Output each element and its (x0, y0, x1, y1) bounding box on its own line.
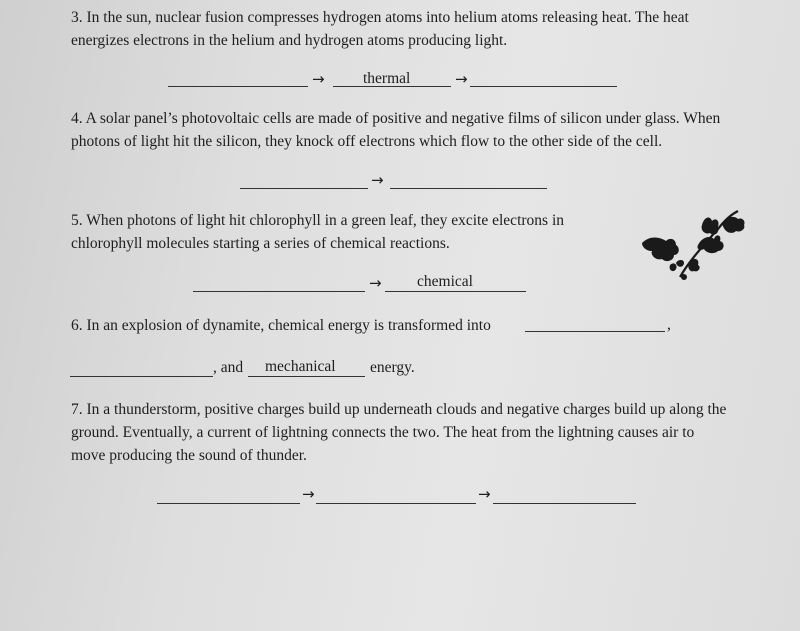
q3-blank-3[interactable] (470, 86, 617, 87)
q7-blank-1[interactable] (157, 503, 300, 504)
q5-blank-2[interactable] (385, 291, 526, 292)
q4-blank-1[interactable] (240, 188, 368, 189)
q7-blank-3[interactable] (493, 503, 636, 504)
q6-blank-2[interactable] (70, 376, 213, 377)
q7-arrow-2: → (478, 485, 491, 503)
q7-arrow-1: → (302, 485, 315, 503)
q3-arrow-2: → (455, 70, 468, 88)
q4-arrow-1: → (371, 171, 384, 189)
q6-energy-text: energy. (370, 359, 415, 376)
q6-and-text: , and (213, 359, 244, 376)
q6-blank-3[interactable] (248, 376, 365, 377)
leaf-sprig-icon (640, 205, 750, 285)
q5-arrow-1: → (369, 274, 382, 292)
q3-arrow-1: → (312, 70, 325, 88)
question-5 (71, 209, 631, 255)
question-4-text: 4. A solar panel’s photovoltaic cells are made of positive and negative films of silicon under glass. When photons of light hit the silicon, they knock off electrons which flow to the other side of the cell. (71, 110, 721, 150)
question-5-text: 5. When photons of light hit chlorophyll in a green leaf, they excite electrons in chlorophyll molecules starting a series of chemical reactions. (71, 212, 564, 252)
q6-answer-mechanical: mechanical (265, 358, 336, 375)
q3-answer-thermal: thermal (363, 70, 411, 87)
q5-blank-1[interactable] (193, 291, 365, 292)
question-7 (71, 398, 731, 467)
question-6 (71, 314, 731, 337)
q5-answer-chemical: chemical (417, 273, 473, 290)
question-7-text: 7. In a thunderstorm, positive charges build up underneath clouds and negative charges build up along the ground. Eventually, a current of lightning connects the two. The heat from the lightning causes air to move producing the sound of thunder. (71, 401, 727, 464)
q4-blank-2[interactable] (390, 188, 547, 189)
question-3-text: 3. In the sun, nuclear fusion compresses hydrogen atoms into helium atoms releasing heat. The heat energizes electrons in the helium and hydrogen atoms producing light. (71, 9, 689, 49)
q6-comma: , (667, 316, 671, 333)
question-6-text: 6. In an explosion of dynamite, chemical energy is transformed into (71, 317, 491, 334)
question-3 (71, 6, 731, 52)
question-4 (71, 107, 731, 153)
q6-blank-1[interactable] (525, 331, 665, 332)
q3-blank-1[interactable] (168, 86, 308, 87)
q7-blank-2[interactable] (316, 503, 476, 504)
